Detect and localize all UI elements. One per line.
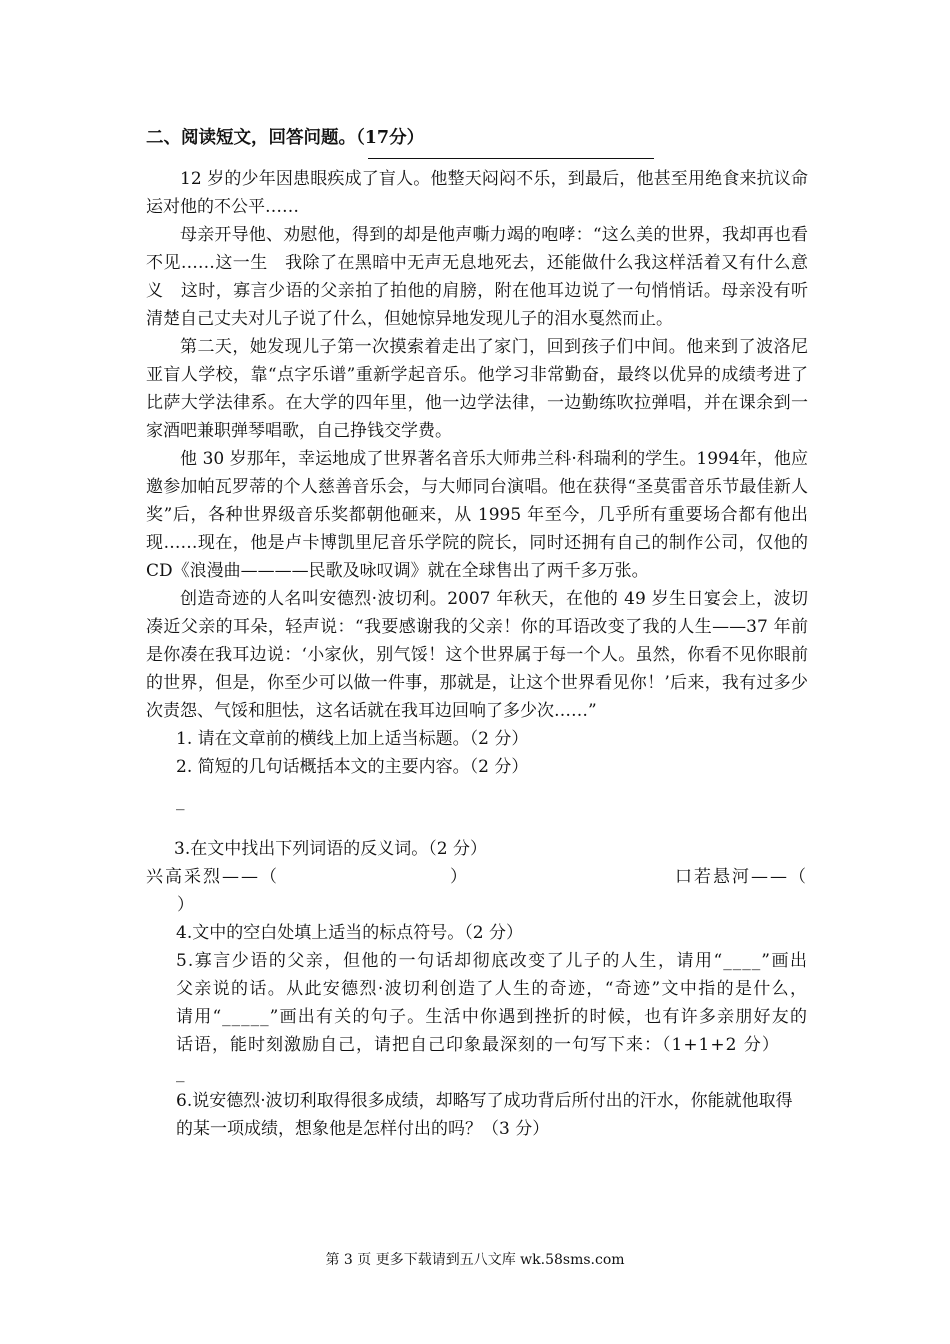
question-5: 5.寡言少语的父亲，但他的一句话却彻底改变了儿子的人生，请用“____”画出父亲说的话。从此安德烈·波切利创造了人生的奇迹，“奇迹”文中指的是什么，请用“_____”画出有关的句子。生活中你遇到挫折的时候，也有许多亲朋好友的话语，能时刻激励自己，请把自己印象最深刻的一句写下来：（1+1+2 分） xyxy=(176,951,808,1055)
paragraph-1: 12 岁的少年因患眼疾成了盲人。他整天闷闷不乐，到最后，他甚至用绝食来抗议命运对他的不公平…… xyxy=(146,169,808,217)
antonym-left: 兴高采烈——（ ） xyxy=(146,867,469,887)
question-6: 6.说安德烈·波切利取得很多成绩，却略写了成功背后所付出的汗水，你能就他取得的某一项成绩，想象他是怎样付出的吗？（3 分） xyxy=(176,1091,793,1139)
question-4: 4.文中的空白处填上适当的标点符号。（2 分） xyxy=(176,923,523,943)
document-content xyxy=(146,124,808,1143)
antonym-right: 口若悬河——（ xyxy=(675,867,808,887)
antonym-wrap: ） xyxy=(160,895,194,915)
title-blank-line xyxy=(368,158,654,159)
question-3: 3.在文中找出下列词语的反义词。（2 分） xyxy=(174,839,487,859)
question-1: 1. 请在文章前的横线上加上适当标题。（2 分） xyxy=(176,729,529,749)
paragraph-5: 创造奇迹的人名叫安德烈·波切利。2007 年秋天，在他的 49 岁生日宴会上，波切凑近父亲的耳朵，轻声说：“我要感谢我的父亲！你的耳语改变了我的人生——37 年前是你凑在我耳边说：‘小家伙，别气馁！这个世界属于每一个人。虽然，你看不见你眼前的世界，但是，你至少可以做一件事，那就是，让这个世界看见你！’后来，我有过多少次责怨、气馁和胆怯，这名话就在我耳边回响了多少次……” xyxy=(146,589,808,721)
section-title: 二、阅读短文，回答问题。（17分） xyxy=(146,128,425,148)
antonym-row xyxy=(146,863,808,891)
question-2: 2. 简短的几句话概括本文的主要内容。（2 分） xyxy=(176,757,529,777)
page-footer: 第 3 页 更多下载请到五八文库 wk.58sms.com xyxy=(325,1252,625,1268)
answer-blank-2: _ xyxy=(176,791,185,811)
paragraph-2: 母亲开导他、劝慰他，得到的却是他声嘶力竭的咆哮：“这么美的世界，我却再也看不见……这一生 我除了在黑暗中无声无息地死去，还能做什么我这样活着又有什么意义 这时，寡言少语的父亲拍了拍他的肩膀，附在他耳边说了一句悄悄话。母亲没有听清楚自己丈夫对儿子说了什么，但她惊异地发现儿子的泪水戛然而止。 xyxy=(146,225,808,329)
answer-blank-5: _ xyxy=(176,1063,185,1083)
paragraph-3: 第二天，她发现儿子第一次摸索着走出了家门，回到孩子们中间。他来到了波洛尼亚盲人学校，靠“点字乐谱”重新学起音乐。他学习非常勤奋，最终以优异的成绩考进了比萨大学法律系。在大学的四年里，他一边学法律，一边勤练吹拉弹唱，并在课余到一家酒吧兼职弹琴唱歌，自己挣钱交学费。 xyxy=(146,337,808,441)
paragraph-4: 他 30 岁那年，幸运地成了世界著名音乐大师弗兰科·科瑞利的学生。1994年，他应邀参加帕瓦罗蒂的个人慈善音乐会，与大师同台演唱。他在获得“圣莫雷音乐节最佳新人奖”后，各种世界级音乐奖都朝他砸来，从 1995 年至今，几乎所有重要场合都有他出现……现在，他是卢卡博凯里尼音乐学院的院长，同时还拥有自己的制作公司，仅他的 CD《浪漫曲————民歌及咏叹调》就在全球售出了两千多万张。 xyxy=(146,449,808,581)
